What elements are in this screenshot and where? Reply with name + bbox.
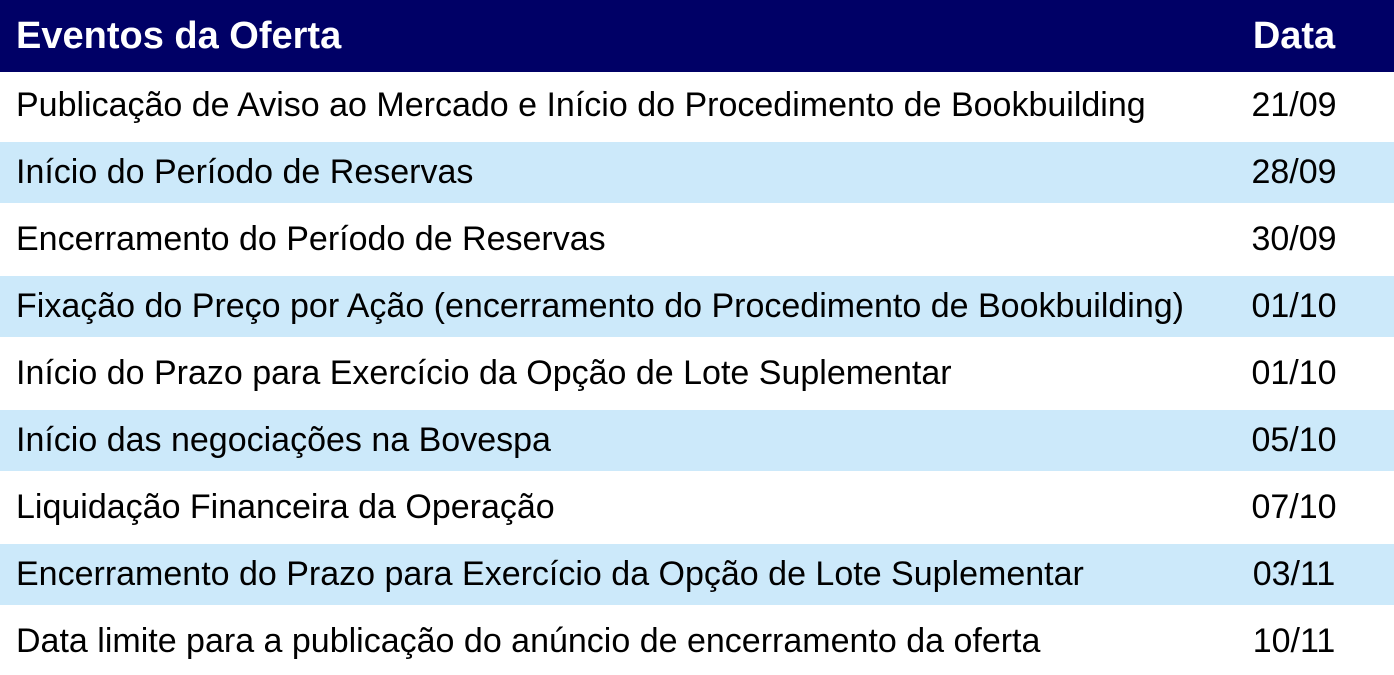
event-cell: Publicação de Aviso ao Mercado e Início do Procedimento de Bookbuilding xyxy=(16,86,1146,124)
event-cell: Início do Prazo para Exercício da Opção de Lote Suplementar xyxy=(16,354,952,392)
table-row xyxy=(0,608,1394,675)
date-cell: 07/10 xyxy=(1251,488,1337,526)
event-cell: Liquidação Financeira da Operação xyxy=(16,488,555,526)
table-row xyxy=(0,407,1394,474)
table-row xyxy=(0,340,1394,407)
date-cell: 28/09 xyxy=(1251,153,1337,191)
event-cell: Início do Período de Reservas xyxy=(16,153,474,191)
date-cell: 10/11 xyxy=(1252,622,1336,660)
table-row xyxy=(0,474,1394,541)
date-cell: 21/09 xyxy=(1251,86,1337,124)
table-row xyxy=(0,541,1394,608)
date-cell: 30/09 xyxy=(1251,220,1337,258)
table-row xyxy=(0,139,1394,206)
date-cell: 01/10 xyxy=(1251,287,1337,325)
header-date-label: Data xyxy=(1252,14,1336,57)
event-cell: Fixação do Preço por Ação (encerramento do Procedimento de Bookbuilding) xyxy=(16,287,1185,325)
header-events-label: Eventos da Oferta xyxy=(16,14,342,57)
table-row xyxy=(0,273,1394,340)
table-row xyxy=(0,206,1394,273)
date-cell: 05/10 xyxy=(1251,421,1337,459)
event-cell: Data limite para a publicação do anúncio de encerramento da oferta xyxy=(16,622,1041,660)
date-cell: 03/11 xyxy=(1252,555,1336,593)
event-cell: Encerramento do Período de Reservas xyxy=(16,220,606,258)
table-header-row xyxy=(0,0,1394,72)
table-row xyxy=(0,72,1394,139)
event-cell: Início das negociações na Bovespa xyxy=(16,421,551,459)
date-cell: 01/10 xyxy=(1251,354,1337,392)
event-cell: Encerramento do Prazo para Exercício da Opção de Lote Suplementar xyxy=(16,555,1084,593)
